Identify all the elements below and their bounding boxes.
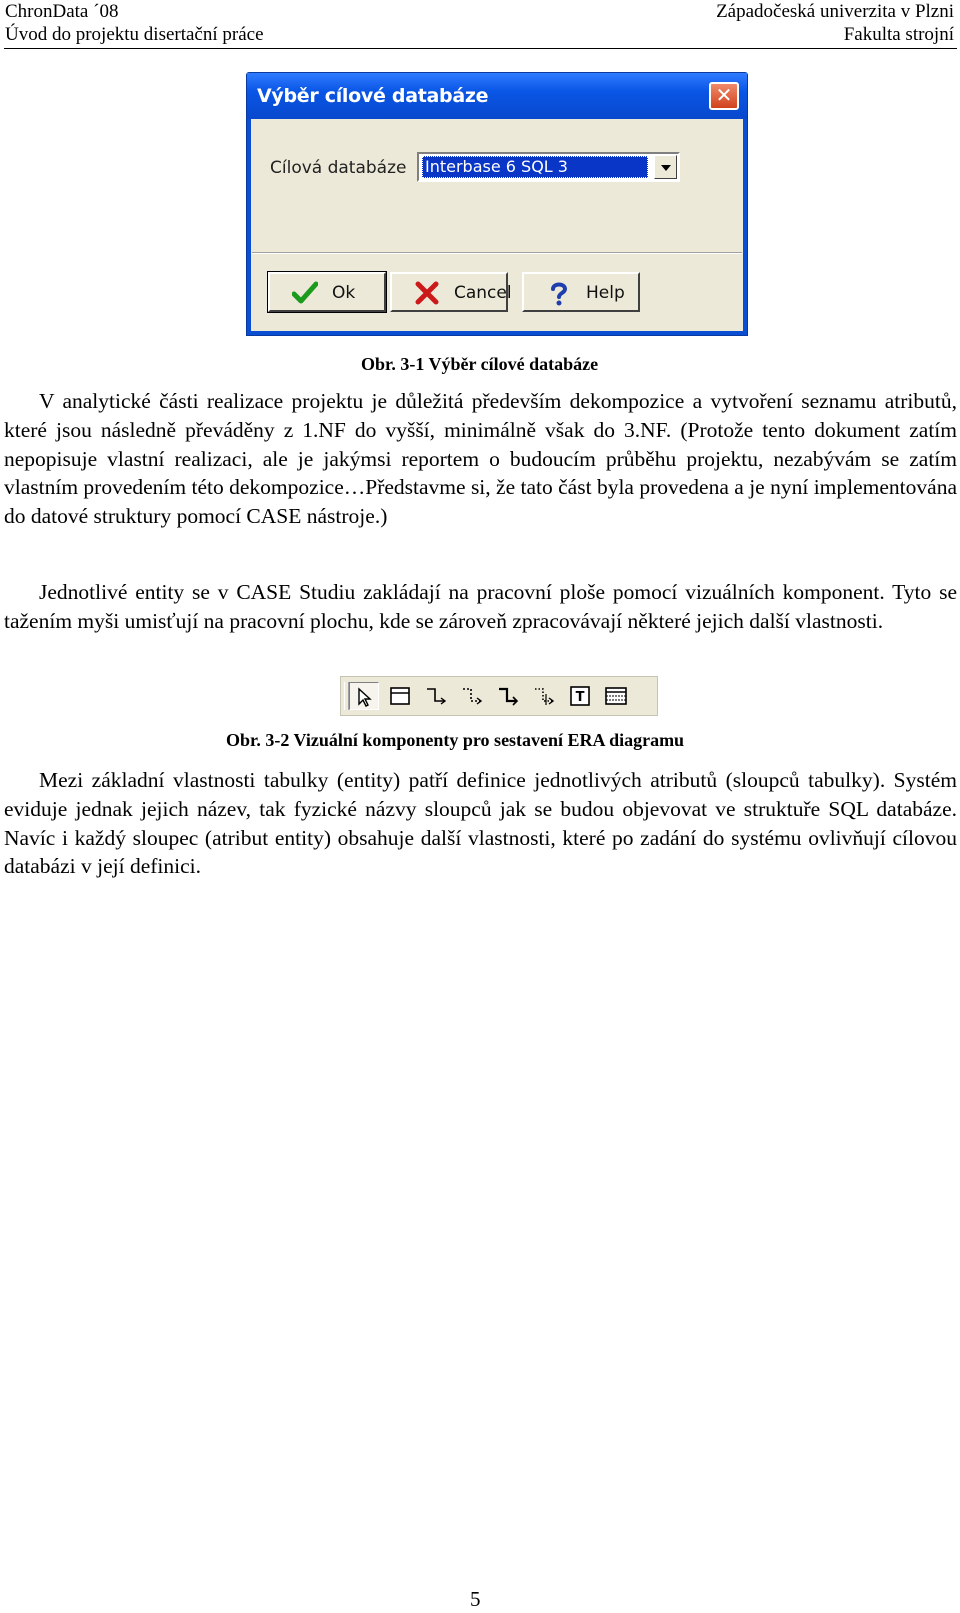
header-university: Západočeská univerzita v Plzni <box>716 1 954 22</box>
target-database-combo[interactable] <box>417 152 680 182</box>
entity-icon[interactable] <box>385 682 415 710</box>
help-label: Help <box>586 283 625 303</box>
figure-caption: Obr. 3-2 Vizuální komponenty pro sestavení ERA diagramu <box>226 730 685 750</box>
pointer-icon[interactable] <box>349 682 379 710</box>
relation-icon[interactable] <box>421 682 451 710</box>
header-rule <box>4 48 957 49</box>
relation-identifying-icon[interactable] <box>493 682 523 710</box>
header-subtitle: Úvod do projektu disertační práce <box>5 24 264 45</box>
checkmark-icon <box>292 280 318 306</box>
dialog-title: Výběr cílové databáze <box>257 85 489 107</box>
ok-label: Ok <box>332 283 356 303</box>
help-button[interactable] <box>522 272 640 312</box>
cancel-label: Cancel <box>454 283 512 303</box>
question-mark-icon <box>546 280 572 306</box>
dialog-titlebar <box>247 73 747 119</box>
cross-icon <box>414 280 440 306</box>
figure-caption: Obr. 3-1 Výběr cílové databáze <box>361 354 599 374</box>
paragraph: Mezi základní vlastnosti tabulky (entity) patří definice jednotlivých atributů (sloupců tabulky). Systém eviduje jednak jejich název, tak fyzické názvy sloupců jak se budou objevovat ve struktuře SQL databáze. Navíc i každý sloupec (atribut entity) obsahuje další vlastnosti, které po zadání do systému ovlivňují cílovou databázi v její definici. <box>4 768 957 879</box>
relation-nonidentifying-icon[interactable] <box>529 682 559 710</box>
relation-dashed-icon[interactable] <box>457 682 487 710</box>
era-component-toolbar <box>340 676 658 716</box>
header-faculty: Fakulta strojní <box>843 24 954 45</box>
text-glyph: T <box>575 690 585 705</box>
close-button[interactable]: ✕ <box>709 82 739 110</box>
table-grid-icon[interactable] <box>601 682 631 710</box>
dialog-separator <box>252 252 742 254</box>
target-database-label: Cílová databáze <box>270 158 407 178</box>
cancel-button[interactable] <box>390 272 512 312</box>
ok-button[interactable] <box>268 272 386 312</box>
paragraph: Jednotlivé entity se v CASE Studiu zakládají na pracovní ploše pomocí vizuálních komponent. Tyto se tažením myši umisťují na pracovní plochu, kde se zároveň zpracovávají některé jejich další vlastnosti. <box>4 580 957 633</box>
chevron-down-icon[interactable] <box>654 155 677 179</box>
combo-selected-value: Interbase 6 SQL 3 <box>422 156 648 178</box>
page-number: 5 <box>470 1587 481 1611</box>
text-note-icon[interactable] <box>565 682 595 710</box>
header-title: ChronData ´08 <box>5 1 119 22</box>
paragraph: V analytické části realizace projektu je důležitá především dekompozice a vytvoření seznamu atributů, které jsou následně převáděny z 1.NF do vyšší, minimálně však do 3.NF. (Protože tento dokument zatím nepopisuje vlastní realizaci, ale je jakýmsi reportem o budoucím průběhu projektu, nezabývám se zatím vlastním provedením této dekompozice…Představme si, že tato část byla provedena a je nyní implementována do datové struktury pomocí CASE nástroje.) <box>4 389 957 529</box>
